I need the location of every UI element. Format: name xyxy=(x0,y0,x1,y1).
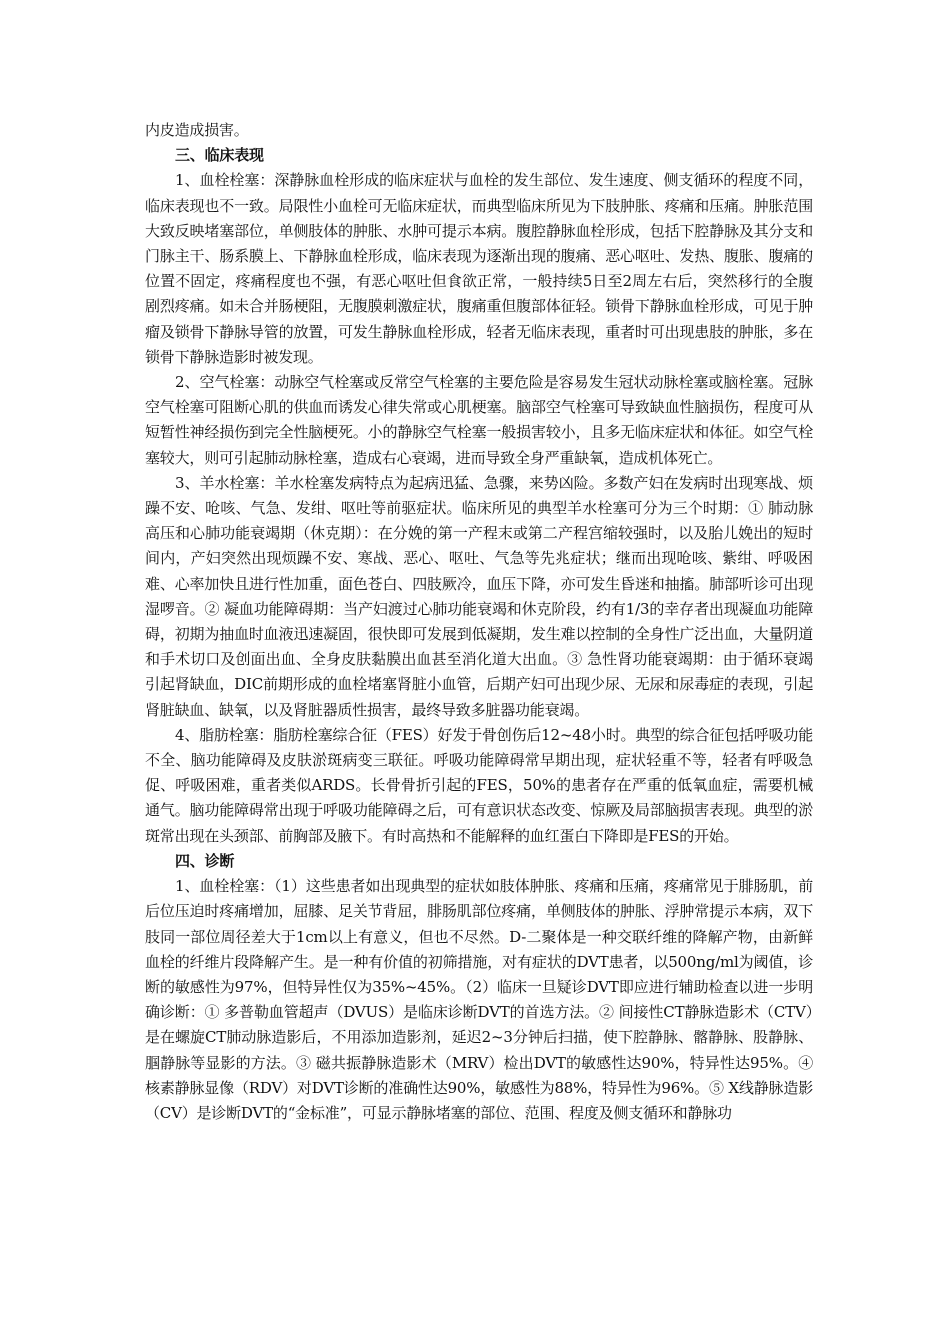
paragraph-diagnosis-thrombus: 1、血栓栓塞：（1）这些患者如出现典型的症状如肢体肿胀、疼痛和压痛，疼痛常见于腓肠肌，前后位压迫时疼痛增加，屈膝、足关节背屈，腓肠肌部位疼痛，单侧肢体的肿胀、浮肿常提示本病，双下肢同一部位周径差大于1cm以上有意义，但也不尽然。D-二聚体是一种交联纤维的降解产物，由新鲜血栓的纤维片段降解产生。是一种有价值的初筛措施，对有症状的DVT患者，以500ng/ml为阈值，诊断的敏感性为97%，但特异性仅为35%~45%。（2）临床一旦疑诊DVT即应进行辅助检查以进一步明确诊断：① 多普勒血管超声（DVUS）是临床诊断DVT的首选方法。② 间接性CT静脉造影术（CTV）是在螺旋CT肺动脉造影后，不用添加造影剂，延迟2~3分钟后扫描，使下腔静脉、髂静脉、股静脉、腘静脉等显影的方法。③ 磁共振静脉造影术（MRV）检出DVT的敏感性达90%，特异性达95%。④ 核素静脉显像（RDV）对DVT诊断的准确性达90%，敏感性为88%，特异性为96%。⑤ X线静脉造影（CV）是诊断DVT的“金标准”，可显示静脉堵塞的部位、范围、程度及侧支循环和静脉功 xyxy=(145,877,813,1122)
paragraph-air-embolism: 2、空气栓塞：动脉空气栓塞或反常空气栓塞的主要危险是容易发生冠状动脉栓塞或脑栓塞。冠脉空气栓塞可阻断心肌的供血而诱发心律失常或心肌梗塞。脑部空气栓塞可导致缺血性脑损伤，程度可从短暂性神经损伤到完全性脑梗死。小的静脉空气栓塞一般损害较小，且多无临床症状和体征。如空气栓塞较大，则可引起肺动脉栓塞，造成右心衰竭，进而导致全身严重缺氧，造成机体死亡。 xyxy=(145,373,813,467)
document-body xyxy=(145,118,813,1126)
paragraph-amniotic-embolism: 3、羊水栓塞：羊水栓塞发病特点为起病迅猛、急骤，来势凶险。多数产妇在发病时出现寒战、烦躁不安、呛咳、气急、发绀、呕吐等前驱症状。临床所见的典型羊水栓塞可分为三个时期：① 肺动脉高压和心肺功能衰竭期（休克期）：在分娩的第一产程末或第二产程宫缩较强时，以及胎儿娩出的短时间内，产妇突然出现烦躁不安、寒战、恶心、呕吐、气急等先兆症状；继而出现呛咳、紫绀、呼吸困难、心率加快且进行性加重，面色苍白、四肢厥冷，血压下降，亦可发生昏迷和抽搐。肺部听诊可出现湿啰音。② 凝血功能障碍期：当产妇渡过心肺功能衰竭和休克阶段，约有1/3的幸存者出现凝血功能障碍，初期为抽血时血液迅速凝固，很快即可发展到低凝期，发生难以控制的全身性广泛出血，大量阴道和手术切口及创面出血、全身皮肤黏膜出血甚至消化道大出血。③ 急性肾功能衰竭期：由于循环衰竭引起肾缺血，DIC前期形成的血栓堵塞肾脏小血管，后期产妇可出现少尿、无尿和尿毒症的表现，引起肾脏缺血、缺氧，以及肾脏器质性损害，最终导致多脏器功能衰竭。 xyxy=(145,473,813,719)
intro-tail: 内皮造成损害。 xyxy=(145,121,249,139)
paragraph-fat-embolism: 4、脂肪栓塞：脂肪栓塞综合征（FES）好发于骨创伤后12~48小时。典型的综合征包括呼吸功能不全、脑功能障碍及皮肤淤斑病变三联征。呼吸功能障碍常早期出现，症状轻重不等，轻者有呼吸急促、呼吸困难，重者类似ARDS。长骨骨折引起的FES，50%的患者存在严重的低氧血症，需要机械通气。脑功能障碍常出现于呼吸功能障碍之后，可有意识状态改变、惊厥及局部脑损害表现。典型的淤斑常出现在头颈部、前胸部及腋下。有时高热和不能解释的血红蛋白下降即是FES的开始。 xyxy=(145,725,813,845)
paragraph-thrombus: 1、血栓栓塞：深静脉血栓形成的临床症状与血栓的发生部位、发生速度、侧支循环的程度不同，临床表现也不一致。局限性小血栓可无临床症状，而典型临床所见为下肢肿胀、疼痛和压痛。肿胀范围大致反映堵塞部位，单侧肢体的肿胀、水肿可提示本病。腹腔静脉血栓形成，包括下腔静脉及其分支和门脉主干、肠系膜上、下静脉血栓形成，临床表现为逐渐出现的腹痛、恶心呕吐、发热、腹胀、腹痛的位置不固定，疼痛程度也不强，有恶心呕吐但食欲正常，一般持续5日至2周左右后，突然移行的全腹剧烈疼痛。如未合并肠梗阻，无腹膜刺激症状，腹痛重但腹部体征轻。锁骨下静脉血栓形成，可见于肿瘤及锁骨下静脉导管的放置，可发生静脉血栓形成，轻者无临床表现，重者时可出现患肢的肿胀，多在锁骨下静脉造影时被发现。 xyxy=(145,171,813,366)
section-heading-clinical: 三、临床表现 xyxy=(175,146,264,165)
section-heading-diagnosis: 四、诊断 xyxy=(175,851,235,870)
